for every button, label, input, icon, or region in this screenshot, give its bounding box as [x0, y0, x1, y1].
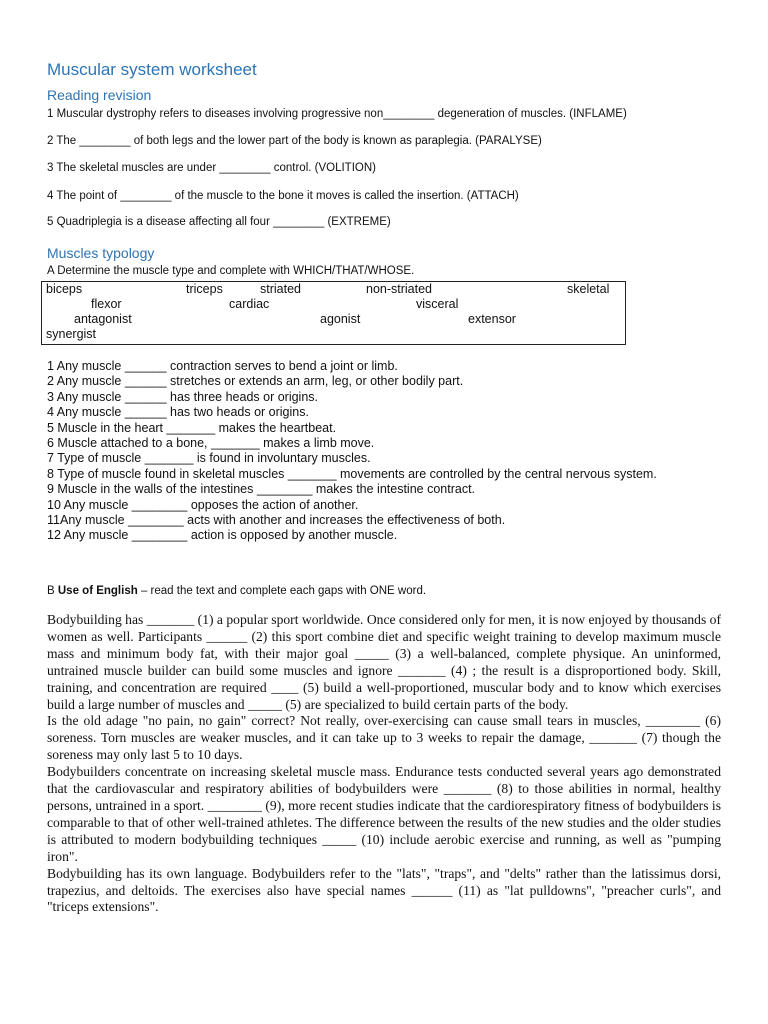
use-of-english-text [47, 612, 721, 916]
reading-item-4: 4 The point of ________ of the muscle to the bone it moves is called the insertion. (ATTACH) [47, 190, 519, 202]
reading-item-2: 2 The ________ of both legs and the lower part of the body is known as paraplegia. (PARALYSE) [47, 135, 542, 147]
word-skeletal: skeletal [567, 282, 610, 296]
word-bank-box [41, 281, 626, 345]
word-synergist: synergist [46, 327, 97, 341]
typology-item-6: 6 Muscle attached to a bone, _______ makes a limb move. [47, 436, 375, 451]
use-of-english-instruction-text: – read the text and complete each gaps with ONE word. [137, 585, 427, 597]
typology-item-1: 1 Any muscle ______ contraction serves to bend a joint or limb. [47, 359, 398, 373]
typology-item-8: 8 Type of muscle found in skeletal muscles _______ movements are controlled by the central nervous system. [47, 466, 657, 481]
word-visceral: visceral [416, 297, 459, 311]
word-triceps: triceps [186, 282, 223, 296]
word-striated: striated [260, 282, 301, 296]
word-biceps: biceps [46, 282, 83, 296]
typology-item-11: 11Any muscle ________ acts with another and increases the effectiveness of both. [47, 513, 506, 528]
word-extensor: extensor [468, 312, 516, 326]
text-paragraph-3: Bodybuilders concentrate on increasing skeletal muscle mass. Endurance tests conducted several years ago demonstrated that the cardiovascular and respiratory abilities of bodybuilders were _______ (8) to those abilities in normal, healthy persons, untrained in a sport. ________ (9), more recent studies indicate that the cardiorespiratory fitness of bodybuilders is comparable to that of other well-trained athletes. The difference between the results of the new studies and the older studies is attributed to modern bodybuilding techniques _____ (10) include aerobic exercise and running, as well as "pumping iron". [47, 764, 721, 864]
typology-item-10: 10 Any muscle ________ opposes the action of another. [47, 497, 359, 512]
typology-item-9: 9 Muscle in the walls of the intestines ________ makes the intestine contract. [47, 482, 476, 497]
use-of-english-label: Use of English [57, 585, 138, 597]
typology-items-list [47, 359, 727, 544]
muscles-typology-heading: Muscles typology [47, 245, 155, 261]
text-paragraph-4: Bodybuilding has its own language. Bodybuilders refer to the "lats", "traps", and "delts" rather than the latissimus dorsi, trapezius, and deltoids. The exercises also have special names ______ (11) as "lat pulldowns", "preacher curls", and "triceps extensions". [47, 865, 721, 915]
word-non-striated: non-striated [366, 282, 433, 296]
reading-item-3: 3 The skeletal muscles are under ________ control. (VOLITION) [47, 162, 376, 174]
text-paragraph-2: Is the old adage "no pain, no gain" correct? Not really, over-exercising can cause small tears in muscles, ________ (6) soreness. Torn muscles are weaker muscles, and it can take up to 3 weeks to repair the damage, _______ (7) though the soreness may only last 5 to 10 days. [47, 713, 721, 763]
page-title: Muscular system worksheet [47, 60, 257, 79]
typology-item-7: 7 Type of muscle _______ is found in involuntary muscles. [47, 451, 371, 466]
use-of-english-instruction [47, 585, 426, 597]
reading-item-1: 1 Muscular dystrophy refers to diseases involving progressive non________ degeneration of muscles. (INFLAME) [47, 108, 627, 120]
word-agonist: agonist [320, 312, 361, 326]
typology-instruction: A Determine the muscle type and complete with WHICH/THAT/WHOSE. [47, 265, 415, 277]
text-paragraph-1: Bodybuilding has _______ (1) a popular sport worldwide. Once considered only for men, it is now enjoyed by thousands of women as well. Participants ______ (2) this sport combine diet and specific weight training to develop maximum muscle mass and minimum body fat, with their major goal _____ (3) a well-balanced, complete physique. An uninformed, untrained muscle builder can build some muscles and ignore _______ (4) ; the result is a disproportioned body. Skill, training, and concentration are required ____ (5) build a well-proportioned, muscular body and to know which exercises build a large number of muscles and _____ (5) are specialized to build certain parts of the body. [47, 612, 721, 712]
typology-item-5: 5 Muscle in the heart _______ makes the heartbeat. [47, 420, 337, 435]
typology-item-3: 3 Any muscle ______ has three heads or origins. [47, 389, 319, 404]
section-b-label: B [47, 585, 55, 597]
word-antagonist: antagonist [74, 312, 132, 326]
word-cardiac: cardiac [229, 297, 270, 311]
word-flexor: flexor [91, 297, 122, 311]
typology-item-12: 12 Any muscle ________ action is opposed by another muscle. [47, 528, 398, 543]
typology-item-2: 2 Any muscle ______ stretches or extends an arm, leg, or other bodily part. [47, 374, 464, 389]
typology-item-4: 4 Any muscle ______ has two heads or origins. [47, 405, 309, 420]
reading-revision-heading: Reading revision [47, 87, 152, 103]
reading-item-5: 5 Quadriplegia is a disease affecting all four ________ (EXTREME) [47, 216, 391, 228]
